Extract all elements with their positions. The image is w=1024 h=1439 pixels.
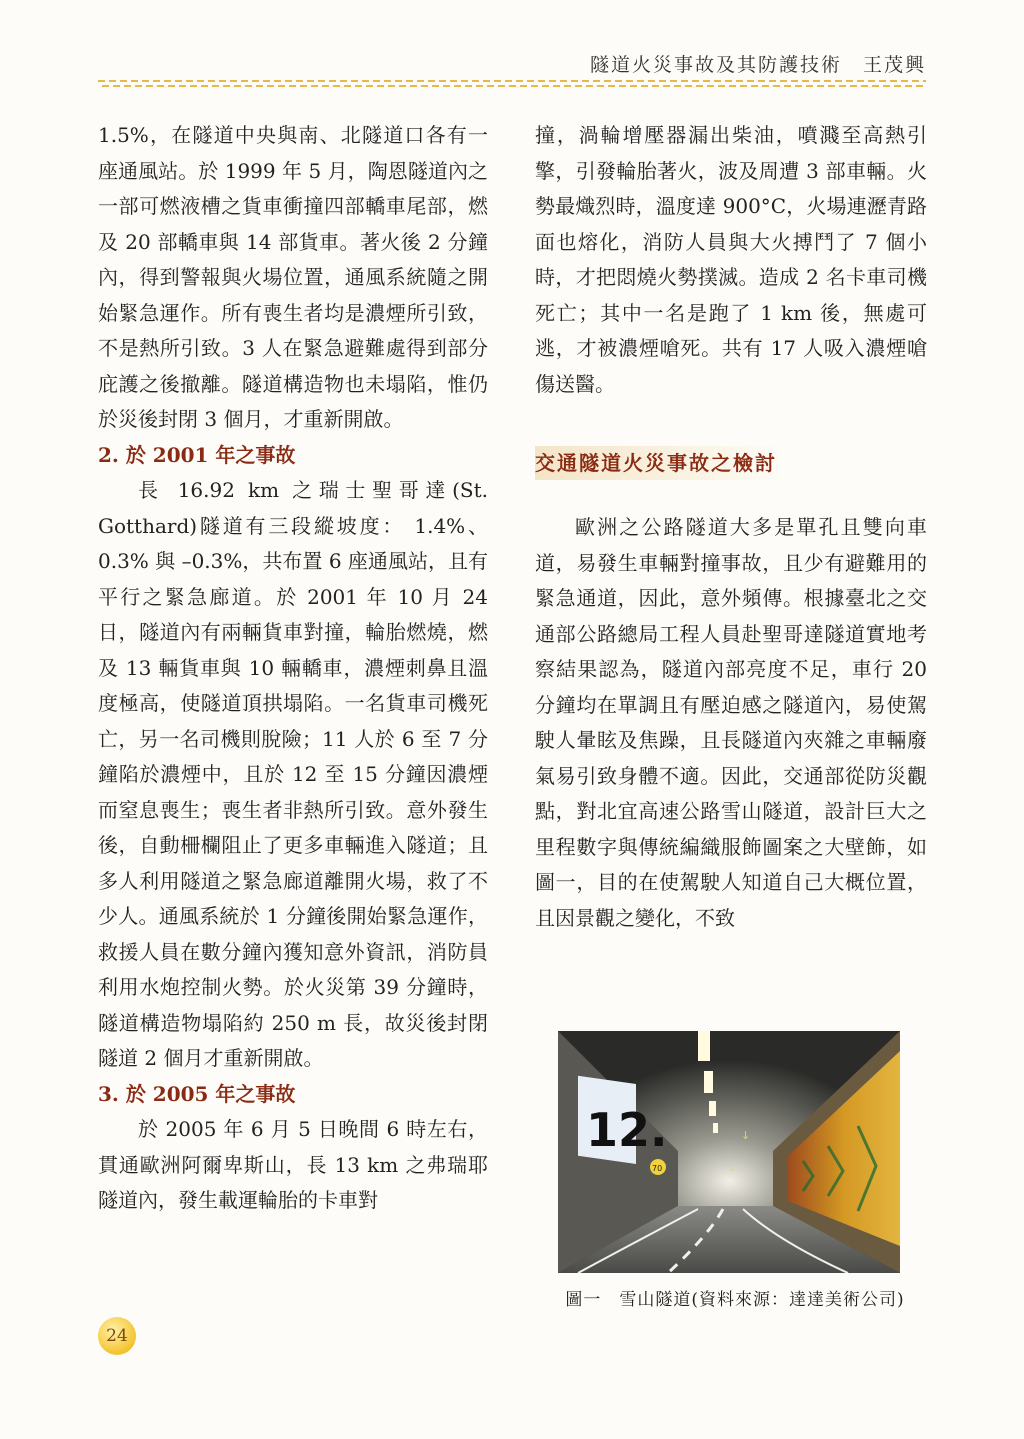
- paragraph: 撞，渦輪增壓器漏出柴油，噴濺至高熱引擎，引發輪胎著火，波及周遭 3 部車輛。火勢最熾烈時，溫度達 900°C，火場連瀝青路面也熔化，消防人員與大火搏鬥了 7 個小時，才把悶燒火勢撲滅。造成 2 名卡車司機死亡；其中一名是跑了 1 km 後，無處可逃，才被濃煙嗆死。共有 17 人吸入濃煙嗆傷送醫。: [535, 123, 927, 396]
- mural-number: 12.: [586, 1103, 668, 1157]
- paragraph: 長 16.92 km 之瑞士聖哥達(St. Gotthard)隧道有三段縱坡度： 1.4%、0.3% 與 –0.3%，共布置 6 座通風站，且有平行之緊急廊道。於 2001 年 10 月 24 日，隧道內有兩輛貨車對撞，輪胎燃燒，燃及 13 輛貨車與 10 輛轎車，濃煙刺鼻且溫度極高，使隧道頂拱塌陷。一名貨車司機死亡，另一名司機則脫險；11 人於 6 至 7 分鐘陷於濃煙中，且於 12 至 15 分鐘因濃煙而窒息喪生；喪生者非熱所引致。意外發生後，自動柵欄阻止了更多車輛進入隧道；且多人利用隧道之緊急廊道離開火場，救了不少人。通風系統於 1 分鐘後開始緊急運作，救援人員在數分鐘內獲知意外資訊，消防員利用水炮控制火勢。於火災第 39 分鐘時，隧道構造物塌陷約 250 m 長，故災後封閉隧道 2 個月才重新開啟。: [98, 478, 488, 1070]
- subheading-2001: 2. 於 2001 年之事故: [98, 442, 296, 467]
- paragraph: 1.5%，在隧道中央與南、北隧道口各有一座通風站。於 1999 年 5 月，陶恩隧道內之一部可燃液槽之貨車衝撞四部轎車尾部，燃及 20 部轎車與 14 部貨車。著火後 2 分鐘內，得到警報與火場位置，通風系統隨之開始緊急運作。所有喪生者均是濃煙所引致，不是熱所引致。3 人在緊急避難處得到部分庇護之後撤離。隧道構造物也未塌陷，惟仍於災後封閉 3 個月，才重新開啟。: [98, 123, 488, 431]
- section-title: 交通隧道火災事故之檢討: [535, 446, 785, 480]
- running-header: 隧道火災事故及其防護技術 王茂興: [589, 54, 926, 76]
- paragraph: 於 2005 年 6 月 5 日晚間 6 時左右，貫通歐洲阿爾卑斯山，長 13 km 之弗瑞耶隧道內，發生載運輪胎的卡車對: [98, 1117, 488, 1212]
- page-number-badge: 24: [98, 1317, 136, 1355]
- tunnel-photo: [558, 1031, 900, 1273]
- figure-caption: 圖一 雪山隧道(資料來源：達達美術公司): [565, 1290, 905, 1310]
- right-column: [535, 118, 927, 936]
- svg-text:↓: ↓: [741, 1129, 751, 1142]
- paragraph: 歐洲之公路隧道大多是單孔且雙向車道，易發生車輛對撞事故，且少有避難用的緊急通道，因此，意外頻傳。根據臺北之交通部公路總局工程人員赴聖哥達隧道實地考察結果認為，隧道內部亮度不足，車行 20 分鐘均在單調且有壓迫感之隧道內，易使駕駛人暈眩及焦躁，且長隧道內夾雜之車輛廢氣易引致身體不適。因此，交通部從防災觀點，對北宜高速公路雪山隧道，設計巨大之里程數字與傳統編織服飾圖案之大壁飾，如圖一，目的在使駕駛人知道自己大概位置，且因景觀之變化，不致: [535, 515, 927, 930]
- tunnel-illustration: [558, 1031, 900, 1273]
- subheading-2005: 3. 於 2005 年之事故: [98, 1081, 296, 1106]
- header-dashed-rule: [98, 80, 926, 88]
- svg-text:↓: ↓: [728, 1164, 736, 1174]
- speed-sign: 70: [652, 1164, 663, 1173]
- left-column: [98, 118, 488, 1219]
